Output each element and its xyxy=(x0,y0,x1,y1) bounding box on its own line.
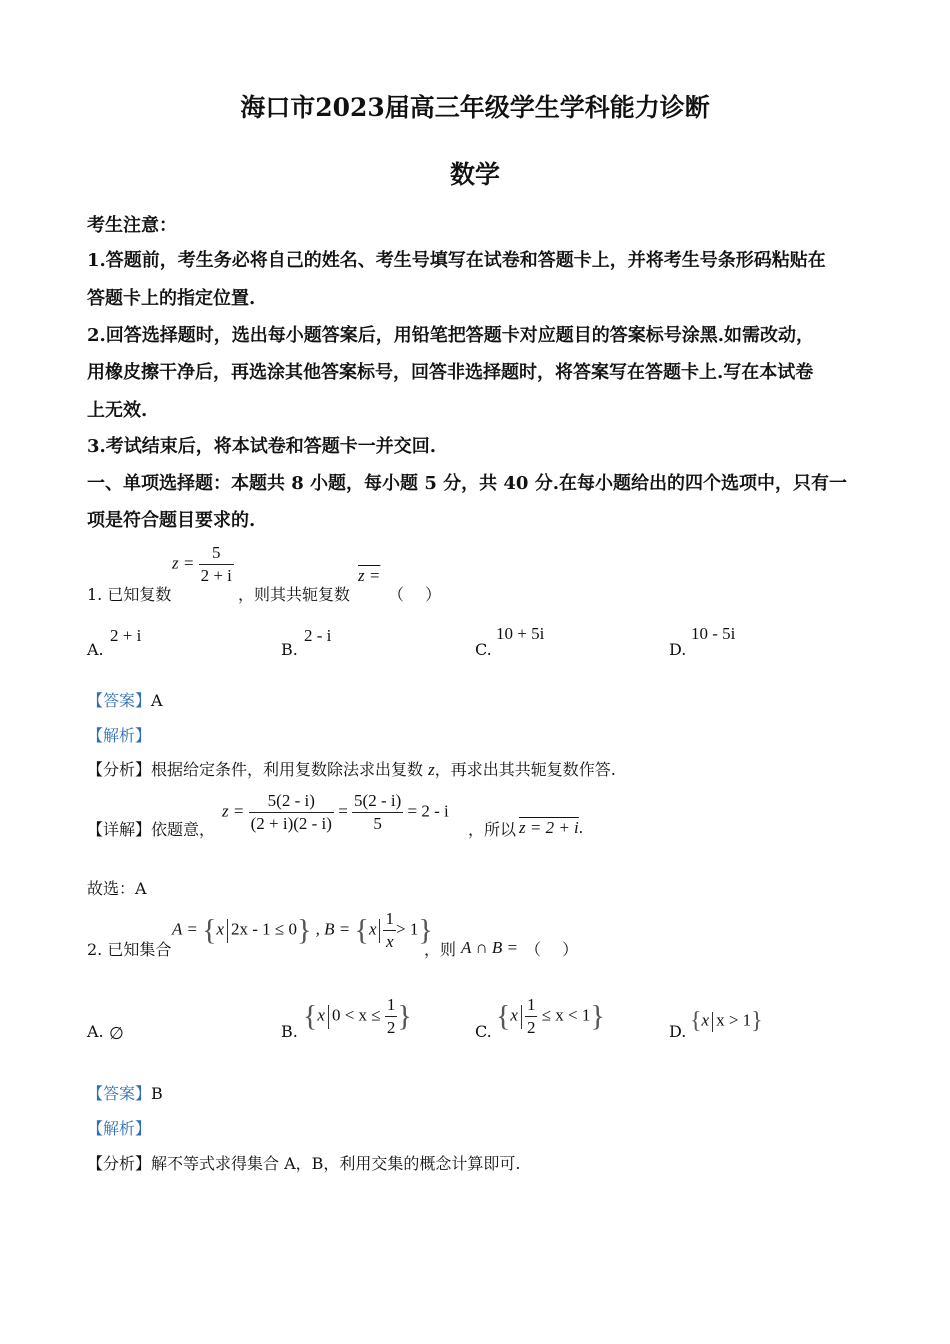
q1-z-den: 2 + i xyxy=(200,566,232,585)
q1-fenxi-line xyxy=(87,757,616,780)
q2-set-sep: , B = xyxy=(315,919,351,939)
notice-item2-line1: 2.回答选择题时，选出每小题答案后，用铅笔把答题卡对应题目的答案标号涂黑.如需改动， xyxy=(87,325,815,346)
q1-analysis-tag: 【解析】 xyxy=(87,726,152,745)
q2-option-a-value: ∅ xyxy=(109,1024,124,1043)
notice-item2-line3: 上无效. xyxy=(87,400,148,421)
notice-item1-line1: 1.答题前，考生务必将自己的姓名、考生号填写在试卷和答题卡上，并将考生号条形码粘贴在 xyxy=(87,250,826,271)
q1-z-fraction xyxy=(199,542,234,587)
q2-set-b-bar xyxy=(379,919,380,943)
q2-option-c-bar xyxy=(521,1005,522,1029)
q2-answer-tag: 【答案】 xyxy=(87,1084,152,1103)
q1-option-b-label: B. xyxy=(281,640,298,659)
q1-detail-frac1-num: 5(2 - i) xyxy=(249,790,334,813)
q2-set-a-close-brace: } xyxy=(297,913,312,947)
q2-answer-value: B xyxy=(151,1084,163,1103)
q1-detail-eq: = xyxy=(338,801,348,821)
q1-detail-conj-wrap xyxy=(519,818,583,838)
q2-option-b-cond: 0 < x ≤ xyxy=(331,1005,381,1025)
q1-detail-frac2-den: 5 xyxy=(373,814,382,833)
subject-title: 数学 xyxy=(449,160,500,189)
q2-option-b-var: x xyxy=(317,1005,325,1025)
q2-paren: （ ） xyxy=(525,940,579,959)
q2-option-b-num: 1 xyxy=(385,994,398,1017)
q1-detail-suffix: ，所以 xyxy=(468,820,517,839)
q2-option-c-den: 2 xyxy=(526,1018,536,1037)
q2-set-b-num: 1 xyxy=(383,908,396,931)
q2-option-b-fraction xyxy=(385,994,398,1039)
q2-set-a-label: A = xyxy=(172,919,198,939)
q2-option-c-value xyxy=(496,994,605,1039)
q2-set-a-cond: 2x - 1 ≤ 0 xyxy=(231,919,298,939)
q2-option-a-label: A. xyxy=(87,1022,104,1041)
q1-option-c-label: C. xyxy=(475,640,492,659)
q1-option-d-label: D. xyxy=(669,640,687,659)
q1-detail-prefix: 依题意， xyxy=(151,820,216,839)
q2-option-b-open-brace: { xyxy=(303,999,318,1033)
section1-line1: 一、单项选择题：本题共 8 小题，每小题 5 分，共 40 分.在每小题给出的四个选项中，只有一 xyxy=(87,473,847,494)
q2-set-b-open-brace: { xyxy=(354,913,369,947)
q2-option-c-num: 1 xyxy=(525,994,538,1017)
notice-item3: 3.考试结束后，将本试卷和答题卡一并交回. xyxy=(87,436,437,457)
q2-set-b-close-brace: } xyxy=(418,913,433,947)
q2-option-b-value xyxy=(303,994,412,1039)
q2-option-d-close-brace: } xyxy=(751,1008,763,1034)
q1-detail-conj: z = 2 + i xyxy=(519,818,579,837)
q1-option-c-value: 10 + 5i xyxy=(496,624,545,643)
q2-option-d-label: D. xyxy=(669,1022,687,1041)
q2-option-d-cond: x > 1 xyxy=(716,1010,752,1030)
q2-option-d-bar xyxy=(712,1012,713,1032)
q1-fenxi-text-b: ，再求出其共轭复数作答. xyxy=(434,760,616,779)
q1-detail-frac2 xyxy=(352,790,403,835)
q2-stem-mid: ，则 xyxy=(424,940,457,959)
q1-option-b-value: 2 - i xyxy=(304,626,332,645)
q1-detail-result: = 2 - i xyxy=(407,801,449,821)
q1-detail-frac1-den: (2 + i)(2 - i) xyxy=(250,814,332,833)
q2-option-b-close-brace: } xyxy=(397,999,412,1033)
q2-set-b-rest: > 1 xyxy=(395,919,419,939)
q2-option-d-open-brace: { xyxy=(690,1008,702,1034)
q1-detail-end: . xyxy=(578,818,584,837)
q1-answer-line xyxy=(87,688,163,711)
q2-intersection: A ∩ B = xyxy=(461,938,518,957)
q1-detail-equation xyxy=(222,790,449,835)
q1-detail-prefix-line xyxy=(87,817,215,840)
q1-choice-text: 故选： xyxy=(87,879,136,898)
notice-heading: 考生注意： xyxy=(87,215,177,236)
q2-set-a-var: x xyxy=(216,919,225,939)
q2-option-d-var: x xyxy=(701,1010,710,1030)
q1-detail-frac1 xyxy=(249,790,334,835)
q1-z-definition xyxy=(172,542,234,587)
exam-title: 海口市2023届高三年级学生学科能力诊断 xyxy=(240,93,710,122)
q2-answer-line xyxy=(87,1081,163,1104)
q2-fenxi-line xyxy=(87,1151,521,1174)
q1-answer-tag: 【答案】 xyxy=(87,691,152,710)
q1-z-lhs: z = xyxy=(172,553,195,573)
q2-fenxi-tag: 【分析】 xyxy=(87,1154,152,1173)
q1-stem-prefix: 1. 已知复数 xyxy=(87,585,172,604)
q2-set-definitions xyxy=(172,908,433,953)
q2-option-c-cond: ≤ x < 1 xyxy=(541,1005,591,1025)
q2-analysis-tag: 【解析】 xyxy=(87,1119,152,1138)
q2-fenxi-text: 解不等式求得集合 A，B，利用交集的概念计算即可. xyxy=(151,1154,521,1173)
q1-fenxi-z: z xyxy=(428,760,435,779)
q1-option-a-value: 2 + i xyxy=(110,626,142,645)
q1-option-d-value: 10 - 5i xyxy=(691,624,736,643)
q2-set-a-open-brace: { xyxy=(202,913,217,947)
notice-item2-line2: 用橡皮擦干净后，再选涂其他答案标号，回答非选择题时，将答案写在答题卡上.写在本试卷 xyxy=(87,362,814,383)
q1-detail-z: z = xyxy=(222,801,245,821)
q1-detail-frac2-num: 5(2 - i) xyxy=(352,790,403,813)
q2-option-c-var: x xyxy=(510,1005,518,1025)
q2-option-c-open-brace: { xyxy=(496,999,511,1033)
q1-conj-expr: z = xyxy=(358,566,381,585)
q1-detail-tag: 【详解】 xyxy=(87,820,152,839)
q2-stem-prefix: 2. 已知集合 xyxy=(87,940,172,959)
q1-option-a-label: A. xyxy=(87,640,104,659)
q2-option-b-label: B. xyxy=(281,1022,298,1041)
q2-option-c-close-brace: } xyxy=(590,999,605,1033)
q1-fenxi-tag: 【分析】 xyxy=(87,760,152,779)
q2-option-b-bar xyxy=(328,1005,329,1029)
q2-set-a-bar xyxy=(227,919,228,943)
q1-z-num: 5 xyxy=(199,542,234,565)
q1-paren: （ ） xyxy=(388,585,442,604)
notice-item1-line2: 答题卡上的指定位置. xyxy=(87,288,256,309)
section1-line2: 项是符合题目要求的. xyxy=(87,510,256,531)
q2-option-b-den: 2 xyxy=(386,1018,396,1037)
q1-answer-value: A xyxy=(151,691,163,710)
q2-set-b-var: x xyxy=(368,919,377,939)
q2-set-b-fraction xyxy=(383,908,396,953)
q1-choice-value: A xyxy=(135,879,147,898)
q2-option-d-value xyxy=(690,1008,763,1035)
q2-option-c-fraction xyxy=(525,994,538,1039)
q1-fenxi-text-a: 根据给定条件，利用复数除法求出复数 xyxy=(151,760,424,779)
q1-choice-line xyxy=(87,876,147,899)
q2-option-c-label: C. xyxy=(475,1022,492,1041)
q2-set-b-den: x xyxy=(385,932,394,951)
q1-stem-mid: ，则其共轭复数 xyxy=(238,585,351,604)
